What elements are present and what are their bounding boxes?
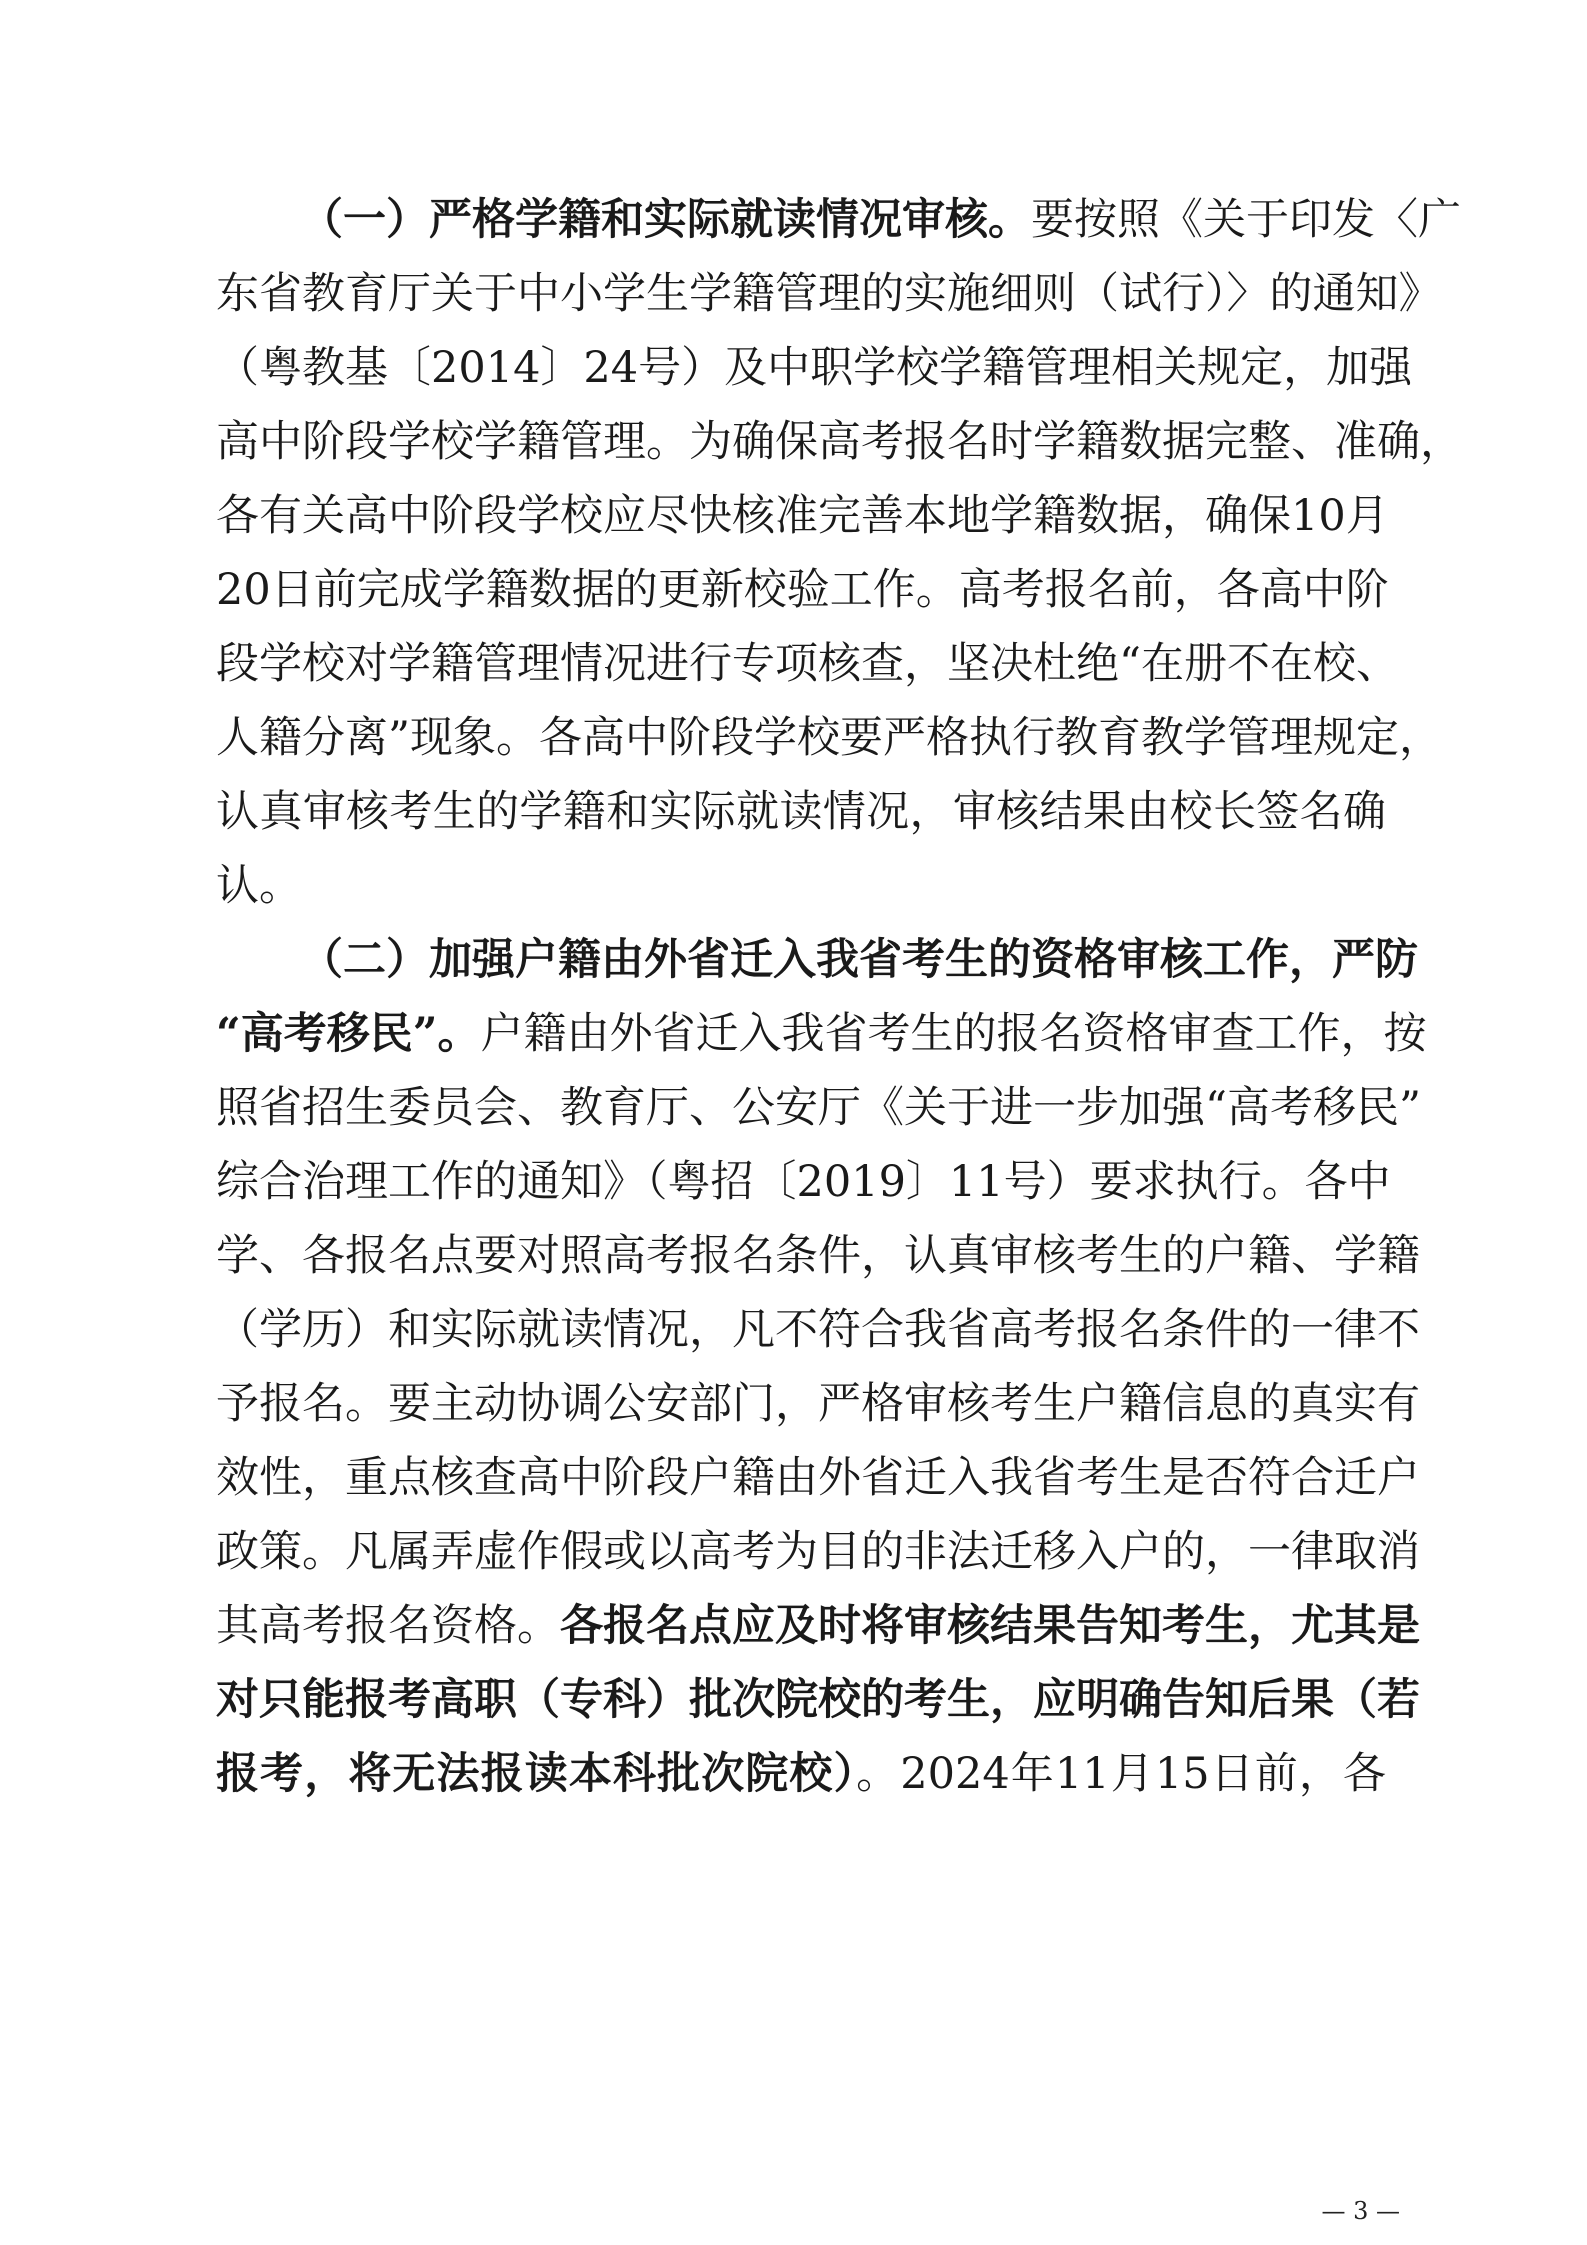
page-number: — 3 — bbox=[1321, 2197, 1400, 2225]
text-segment: 效性，重点核查高中阶段户籍由外省迁入我省考生是否符合迁户 bbox=[216, 1453, 1420, 1503]
text-segment: 认真审核考生的学籍和实际就读情况，审核结果由校长签名确 bbox=[216, 787, 1386, 837]
text-line bbox=[216, 997, 1427, 1071]
bold-text-segment: 对只能报考高职（专科）批次院校的考生，应明确告知后果（若 bbox=[216, 1675, 1420, 1725]
text-segment: 。2024年11月15日前，各 bbox=[856, 1749, 1386, 1799]
text-line bbox=[216, 1219, 1420, 1293]
bold-text-segment: “高考移民”。 bbox=[216, 1009, 481, 1059]
text-line bbox=[216, 553, 1389, 627]
bold-text-segment: （一）严格学籍和实际就读情况审核。 bbox=[300, 195, 1031, 245]
text-line bbox=[216, 1293, 1420, 1367]
text-line bbox=[216, 701, 1442, 775]
text-segment: 20日前完成学籍数据的更新校验工作。高考报名前，各高中阶 bbox=[216, 565, 1389, 615]
text-segment: 予报名。要主动协调公安部门，严格审核考生户籍信息的真实有 bbox=[216, 1379, 1420, 1429]
text-segment: 政策。凡属弄虚作假或以高考为目的非法迁移入户的，一律取消 bbox=[216, 1527, 1420, 1577]
text-segment: 高中阶段学校学籍管理。为确保高考报名时学籍数据完整、准确， bbox=[216, 417, 1463, 467]
text-segment: （学历）和实际就读情况，凡不符合我省高考报名条件的一律不 bbox=[216, 1305, 1420, 1355]
text-line bbox=[216, 257, 1442, 331]
text-segment: 段学校对学籍管理情况进行专项核查，坚决杜绝“在册不在校、 bbox=[216, 639, 1399, 689]
text-line bbox=[216, 1663, 1420, 1737]
text-line bbox=[300, 923, 1418, 997]
text-line bbox=[216, 1737, 1386, 1811]
text-line bbox=[216, 479, 1389, 553]
text-line bbox=[216, 849, 1386, 923]
text-segment: 综合治理工作的通知》（粤招〔2019〕11号）要求执行。各中 bbox=[216, 1157, 1391, 1207]
text-line bbox=[216, 1589, 1420, 1663]
text-segment: 人籍分离”现象。各高中阶段学校要严格执行教育教学管理规定， bbox=[216, 713, 1442, 763]
text-line bbox=[216, 1515, 1420, 1589]
text-segment: 要按照《关于印发〈广 bbox=[1031, 195, 1461, 245]
text-segment: 各有关高中阶段学校应尽快核准完善本地学籍数据，确保10月 bbox=[216, 491, 1389, 541]
text-segment: 学、各报名点要对照高考报名条件，认真审核考生的户籍、学籍 bbox=[216, 1231, 1420, 1281]
text-segment: 照省招生委员会、教育厅、公安厅《关于进一步加强“高考移民” bbox=[216, 1083, 1421, 1133]
text-line bbox=[300, 183, 1461, 257]
text-line bbox=[216, 1145, 1391, 1219]
text-segment: 认。 bbox=[216, 861, 302, 911]
text-line bbox=[216, 1441, 1420, 1515]
bold-text-segment: （二）加强户籍由外省迁入我省考生的资格审核工作，严防 bbox=[300, 935, 1418, 985]
text-segment: 户籍由外省迁入我省考生的报名资格审查工作，按 bbox=[480, 1009, 1427, 1059]
bold-text-segment: 报考，将无法报读本科批次院校） bbox=[216, 1749, 857, 1799]
text-line bbox=[216, 405, 1463, 479]
text-segment: 其高考报名资格。 bbox=[216, 1601, 560, 1651]
text-line bbox=[216, 1071, 1421, 1145]
text-segment: 东省教育厅关于中小学生学籍管理的实施细则（试行）〉的通知》 bbox=[216, 269, 1442, 319]
text-line bbox=[216, 331, 1413, 405]
text-line bbox=[216, 1367, 1420, 1441]
text-line bbox=[216, 627, 1399, 701]
bold-text-segment: 各报名点应及时将审核结果告知考生，尤其是 bbox=[560, 1601, 1420, 1651]
text-segment: （粤教基〔2014〕24号）及中职学校学籍管理相关规定，加强 bbox=[216, 343, 1413, 393]
text-line bbox=[216, 775, 1386, 849]
